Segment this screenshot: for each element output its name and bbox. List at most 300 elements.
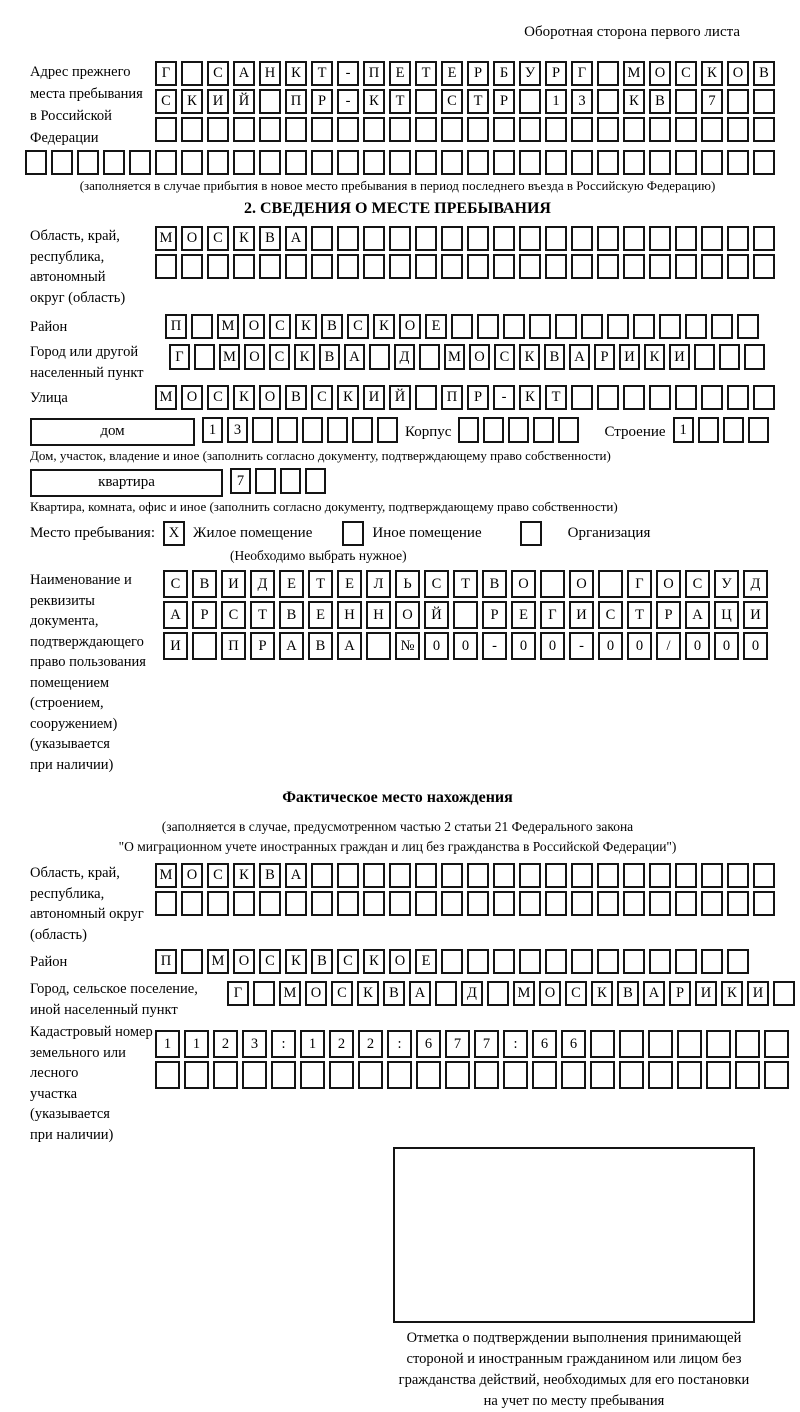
char-cell[interactable] [571,117,593,142]
char-cell[interactable] [259,89,281,114]
char-cell[interactable]: 6 [416,1030,441,1058]
char-cell[interactable] [675,891,697,916]
char-cell[interactable]: Р [594,344,615,370]
char-cell[interactable]: Р [669,981,691,1006]
char-cell[interactable] [597,949,619,974]
char-cell[interactable] [623,385,645,410]
char-cell[interactable] [477,314,499,339]
char-cell[interactable] [467,863,489,888]
char-cell[interactable]: А [409,981,431,1006]
char-cell[interactable]: О [305,981,327,1006]
char-cell[interactable]: - [337,89,359,114]
char-cell[interactable]: П [363,61,385,86]
char-cell[interactable]: 0 [685,632,710,660]
char-cell[interactable]: Р [493,89,515,114]
char-cell[interactable] [545,117,567,142]
char-cell[interactable]: С [207,385,229,410]
char-cell[interactable]: В [311,949,333,974]
char-cell[interactable]: К [294,344,315,370]
char-cell[interactable] [363,863,385,888]
char-cell[interactable] [677,1030,702,1058]
char-cell[interactable]: О [389,949,411,974]
char-cell[interactable] [259,150,281,175]
char-cell[interactable] [467,226,489,251]
char-cell[interactable] [415,863,437,888]
prev-address-row3-grid[interactable] [155,117,775,142]
char-cell[interactable] [474,1061,499,1089]
char-cell[interactable]: Г [169,344,190,370]
char-cell[interactable]: М [155,863,177,888]
char-cell[interactable] [181,891,203,916]
char-cell[interactable] [441,226,463,251]
char-cell[interactable] [764,1061,789,1089]
char-cell[interactable] [352,417,373,443]
char-cell[interactable] [415,150,437,175]
char-cell[interactable] [337,254,359,279]
actual-city-grid[interactable] [227,981,795,1006]
char-cell[interactable] [389,117,411,142]
char-cell[interactable]: К [285,61,307,86]
char-cell[interactable] [675,949,697,974]
char-cell[interactable] [519,891,541,916]
char-cell[interactable] [619,1061,644,1089]
char-cell[interactable] [701,150,723,175]
char-cell[interactable] [191,314,213,339]
char-cell[interactable]: Н [259,61,281,86]
char-cell[interactable] [764,1030,789,1058]
char-cell[interactable]: 6 [561,1030,586,1058]
char-cell[interactable] [387,1061,412,1089]
char-cell[interactable]: В [649,89,671,114]
char-cell[interactable] [558,417,579,443]
char-cell[interactable]: 1 [673,417,694,443]
char-cell[interactable]: К [295,314,317,339]
char-cell[interactable] [451,314,473,339]
char-cell[interactable]: О [511,570,536,598]
char-cell[interactable]: В [753,61,775,86]
char-cell[interactable]: Р [467,61,489,86]
char-cell[interactable] [441,949,463,974]
char-cell[interactable]: 0 [453,632,478,660]
char-cell[interactable]: И [747,981,769,1006]
char-cell[interactable] [285,150,307,175]
char-cell[interactable]: С [163,570,188,598]
char-cell[interactable]: И [221,570,246,598]
apartment-grid[interactable] [230,468,326,494]
char-cell[interactable] [701,226,723,251]
char-cell[interactable] [419,344,440,370]
char-cell[interactable] [753,150,775,175]
char-cell[interactable]: П [165,314,187,339]
char-cell[interactable]: Г [627,570,652,598]
char-cell[interactable]: С [207,61,229,86]
char-cell[interactable] [597,117,619,142]
char-cell[interactable] [441,150,463,175]
char-cell[interactable]: К [519,344,540,370]
char-cell[interactable]: Е [415,949,437,974]
char-cell[interactable] [675,117,697,142]
char-cell[interactable] [252,417,273,443]
char-cell[interactable] [259,117,281,142]
char-cell[interactable] [242,1061,267,1089]
char-cell[interactable] [675,226,697,251]
char-cell[interactable]: О [259,385,281,410]
char-cell[interactable]: 2 [329,1030,354,1058]
char-cell[interactable]: 3 [571,89,593,114]
char-cell[interactable] [285,117,307,142]
char-cell[interactable]: / [656,632,681,660]
char-cell[interactable]: Д [461,981,483,1006]
char-cell[interactable]: 0 [627,632,652,660]
char-cell[interactable]: 7 [445,1030,470,1058]
char-cell[interactable] [753,117,775,142]
char-cell[interactable]: Е [279,570,304,598]
char-cell[interactable] [493,891,515,916]
char-cell[interactable]: К [644,344,665,370]
char-cell[interactable] [623,117,645,142]
char-cell[interactable] [181,117,203,142]
char-cell[interactable] [727,150,749,175]
char-cell[interactable]: : [271,1030,296,1058]
char-cell[interactable] [545,863,567,888]
char-cell[interactable]: 0 [743,632,768,660]
char-cell[interactable]: О [395,601,420,629]
char-cell[interactable] [675,89,697,114]
char-cell[interactable]: Т [311,61,333,86]
char-cell[interactable]: Н [337,601,362,629]
char-cell[interactable]: С [207,226,229,251]
char-cell[interactable] [233,150,255,175]
char-cell[interactable] [389,254,411,279]
char-cell[interactable] [369,344,390,370]
char-cell[interactable]: К [285,949,307,974]
char-cell[interactable] [753,89,775,114]
char-cell[interactable]: 0 [714,632,739,660]
char-cell[interactable] [545,226,567,251]
char-cell[interactable]: К [519,385,541,410]
char-cell[interactable] [213,1061,238,1089]
char-cell[interactable] [727,117,749,142]
char-cell[interactable]: А [279,632,304,660]
char-cell[interactable] [649,117,671,142]
char-cell[interactable] [207,254,229,279]
char-cell[interactable]: Г [155,61,177,86]
char-cell[interactable]: А [643,981,665,1006]
char-cell[interactable] [519,949,541,974]
char-cell[interactable] [648,1030,673,1058]
char-cell[interactable]: М [219,344,240,370]
char-cell[interactable] [184,1061,209,1089]
char-cell[interactable] [311,226,333,251]
char-cell[interactable] [311,254,333,279]
char-cell[interactable]: Г [571,61,593,86]
char-cell[interactable]: Р [656,601,681,629]
char-cell[interactable] [51,150,73,175]
char-cell[interactable]: С [331,981,353,1006]
char-cell[interactable]: В [259,226,281,251]
char-cell[interactable] [416,1061,441,1089]
char-cell[interactable] [493,150,515,175]
char-cell[interactable] [467,254,489,279]
char-cell[interactable] [389,226,411,251]
char-cell[interactable] [337,150,359,175]
char-cell[interactable]: 7 [474,1030,499,1058]
char-cell[interactable] [519,89,541,114]
char-cell[interactable] [545,891,567,916]
char-cell[interactable] [727,385,749,410]
char-cell[interactable] [753,863,775,888]
char-cell[interactable] [493,254,515,279]
char-cell[interactable] [415,385,437,410]
char-cell[interactable]: В [285,385,307,410]
char-cell[interactable] [519,226,541,251]
char-cell[interactable]: К [591,981,613,1006]
char-cell[interactable]: Р [192,601,217,629]
char-cell[interactable] [327,417,348,443]
char-cell[interactable]: А [344,344,365,370]
char-cell[interactable] [555,314,577,339]
char-cell[interactable] [532,1061,557,1089]
char-cell[interactable] [694,344,715,370]
char-cell[interactable] [285,254,307,279]
char-cell[interactable]: Р [545,61,567,86]
char-cell[interactable]: И [669,344,690,370]
char-cell[interactable] [389,150,411,175]
char-cell[interactable] [597,226,619,251]
char-cell[interactable]: Д [743,570,768,598]
char-cell[interactable] [571,226,593,251]
char-cell[interactable]: Е [425,314,447,339]
char-cell[interactable]: П [441,385,463,410]
char-cell[interactable]: 3 [242,1030,267,1058]
char-cell[interactable] [493,863,515,888]
char-cell[interactable] [441,891,463,916]
char-cell[interactable] [545,254,567,279]
char-cell[interactable] [571,385,593,410]
char-cell[interactable] [675,150,697,175]
char-cell[interactable] [633,314,655,339]
char-cell[interactable] [519,150,541,175]
char-cell[interactable]: И [207,89,229,114]
char-cell[interactable] [233,254,255,279]
char-cell[interactable]: К [701,61,723,86]
char-cell[interactable] [698,417,719,443]
char-cell[interactable] [597,254,619,279]
char-cell[interactable] [540,570,565,598]
char-cell[interactable] [194,344,215,370]
char-cell[interactable] [441,863,463,888]
char-cell[interactable] [415,891,437,916]
char-cell[interactable]: К [721,981,743,1006]
char-cell[interactable] [753,254,775,279]
char-cell[interactable]: В [259,863,281,888]
city-grid[interactable] [169,344,765,370]
char-cell[interactable] [337,863,359,888]
char-cell[interactable] [735,1030,760,1058]
street-grid[interactable] [155,385,775,410]
char-cell[interactable]: Е [308,601,333,629]
char-cell[interactable]: С [259,949,281,974]
char-cell[interactable]: М [623,61,645,86]
char-cell[interactable]: - [337,61,359,86]
char-cell[interactable] [701,117,723,142]
char-cell[interactable]: О [243,314,265,339]
char-cell[interactable]: А [163,601,188,629]
char-cell[interactable] [415,89,437,114]
char-cell[interactable]: 1 [202,417,223,443]
char-cell[interactable] [389,863,411,888]
char-cell[interactable] [271,1061,296,1089]
char-cell[interactable]: С [565,981,587,1006]
char-cell[interactable] [590,1061,615,1089]
char-cell[interactable] [727,891,749,916]
char-cell[interactable] [435,981,457,1006]
char-cell[interactable] [253,981,275,1006]
char-cell[interactable]: 0 [424,632,449,660]
char-cell[interactable]: Й [233,89,255,114]
char-cell[interactable] [129,150,151,175]
char-cell[interactable] [597,385,619,410]
char-cell[interactable] [503,314,525,339]
char-cell[interactable]: М [513,981,535,1006]
char-cell[interactable] [155,1061,180,1089]
char-cell[interactable]: 3 [227,417,248,443]
char-cell[interactable] [441,117,463,142]
char-cell[interactable]: № [395,632,420,660]
char-cell[interactable]: О [727,61,749,86]
char-cell[interactable]: М [444,344,465,370]
char-cell[interactable] [649,863,671,888]
char-cell[interactable] [727,226,749,251]
char-cell[interactable] [389,891,411,916]
char-cell[interactable]: 7 [230,468,251,494]
char-cell[interactable] [701,385,723,410]
char-cell[interactable]: И [363,385,385,410]
char-cell[interactable]: Т [467,89,489,114]
char-cell[interactable]: Б [493,61,515,86]
char-cell[interactable]: Т [545,385,567,410]
char-cell[interactable] [623,863,645,888]
cadastral-row2-grid[interactable] [155,1061,789,1089]
char-cell[interactable]: О [181,385,203,410]
char-cell[interactable] [659,314,681,339]
char-cell[interactable] [677,1061,702,1089]
char-cell[interactable] [701,949,723,974]
char-cell[interactable]: А [337,632,362,660]
char-cell[interactable] [103,150,125,175]
house-number-grid[interactable] [202,417,398,443]
char-cell[interactable]: Д [250,570,275,598]
document-row2-grid[interactable] [163,601,768,629]
char-cell[interactable] [377,417,398,443]
char-cell[interactable] [259,891,281,916]
char-cell[interactable] [649,949,671,974]
char-cell[interactable]: П [155,949,177,974]
char-cell[interactable]: О [539,981,561,1006]
char-cell[interactable] [366,632,391,660]
char-cell[interactable]: Й [424,601,449,629]
char-cell[interactable] [259,254,281,279]
char-cell[interactable] [445,1061,470,1089]
char-cell[interactable] [701,863,723,888]
char-cell[interactable] [483,417,504,443]
char-cell[interactable]: 7 [701,89,723,114]
char-cell[interactable] [337,891,359,916]
char-cell[interactable]: 1 [300,1030,325,1058]
char-cell[interactable] [706,1061,731,1089]
char-cell[interactable] [723,417,744,443]
region-row1-grid[interactable] [155,226,775,251]
char-cell[interactable] [571,150,593,175]
char-cell[interactable] [181,949,203,974]
char-cell[interactable]: К [363,949,385,974]
char-cell[interactable] [467,150,489,175]
char-cell[interactable] [329,1061,354,1089]
char-cell[interactable] [337,226,359,251]
char-cell[interactable]: П [285,89,307,114]
prev-address-row1-grid[interactable] [155,61,775,86]
char-cell[interactable]: Ь [395,570,420,598]
char-cell[interactable] [545,150,567,175]
char-cell[interactable] [493,117,515,142]
char-cell[interactable] [597,863,619,888]
char-cell[interactable] [487,981,509,1006]
char-cell[interactable] [337,117,359,142]
char-cell[interactable]: 0 [511,632,536,660]
char-cell[interactable] [735,1061,760,1089]
char-cell[interactable] [415,117,437,142]
char-cell[interactable]: О [244,344,265,370]
char-cell[interactable] [727,863,749,888]
char-cell[interactable] [441,254,463,279]
char-cell[interactable] [737,314,759,339]
char-cell[interactable]: Т [415,61,437,86]
char-cell[interactable] [598,570,623,598]
char-cell[interactable]: С [598,601,623,629]
char-cell[interactable]: С [269,314,291,339]
char-cell[interactable] [493,949,515,974]
char-cell[interactable] [545,949,567,974]
char-cell[interactable]: А [569,344,590,370]
char-cell[interactable]: К [623,89,645,114]
char-cell[interactable] [649,891,671,916]
char-cell[interactable]: 6 [532,1030,557,1058]
char-cell[interactable]: В [279,601,304,629]
char-cell[interactable]: Й [389,385,411,410]
char-cell[interactable] [458,417,479,443]
char-cell[interactable] [493,226,515,251]
stay-type-checkbox-inoe[interactable] [342,521,364,546]
char-cell[interactable] [533,417,554,443]
char-cell[interactable]: В [482,570,507,598]
char-cell[interactable]: 1 [545,89,567,114]
char-cell[interactable] [753,226,775,251]
char-cell[interactable] [415,226,437,251]
char-cell[interactable] [207,891,229,916]
char-cell[interactable] [648,1061,673,1089]
char-cell[interactable] [192,632,217,660]
char-cell[interactable]: Р [467,385,489,410]
char-cell[interactable] [597,150,619,175]
char-cell[interactable] [503,1061,528,1089]
char-cell[interactable]: И [695,981,717,1006]
char-cell[interactable] [649,254,671,279]
char-cell[interactable]: И [569,601,594,629]
char-cell[interactable]: : [387,1030,412,1058]
prev-address-row2-grid[interactable] [155,89,775,114]
char-cell[interactable]: О [399,314,421,339]
char-cell[interactable] [302,417,323,443]
